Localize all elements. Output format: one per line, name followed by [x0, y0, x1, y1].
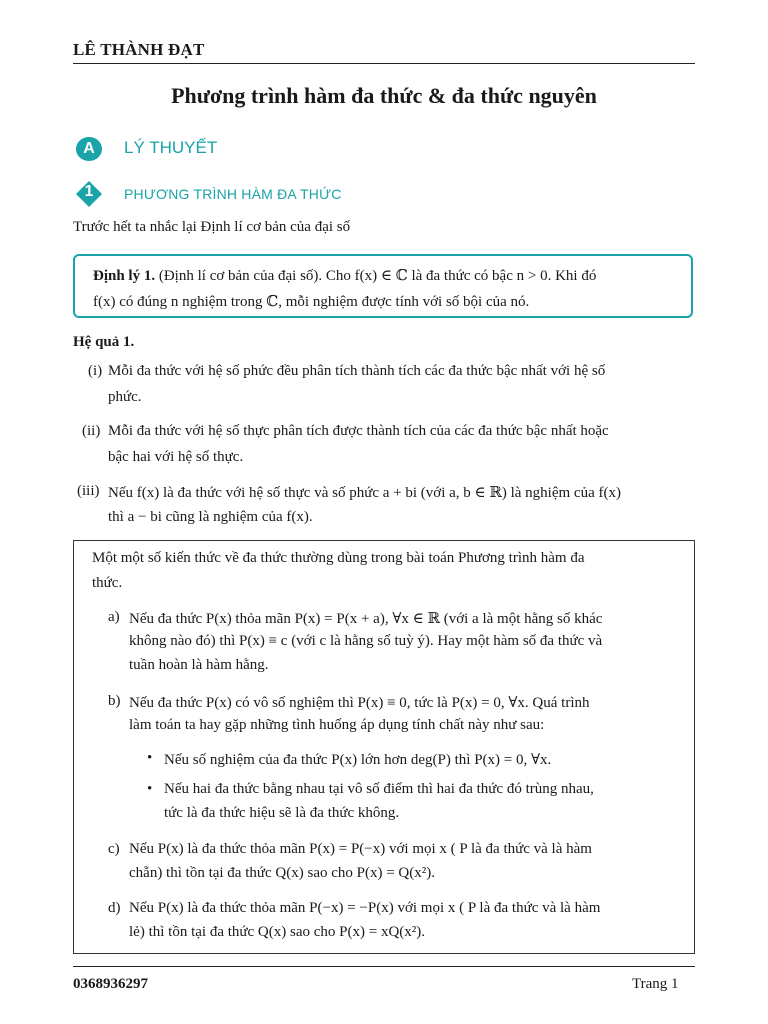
note-b-label: b)	[108, 693, 121, 709]
notes-intro-line: Một một số kiến thức về đa thức thường dùng trong bài toán Phương trình hàm đa	[92, 550, 585, 566]
notes-intro-line: thức.	[92, 575, 123, 591]
note-b-line: Nếu đa thức P(x) có vô số nghiệm thì P(x) ≡ 0, tức là P(x) = 0, ∀x. Quá trình	[129, 695, 590, 711]
note-a-line: tuần hoàn là hàm hằng.	[129, 657, 269, 673]
corollary-label: Hệ quả 1.	[73, 334, 135, 350]
corollary-item-line: bậc hai với hệ số thực.	[108, 449, 244, 465]
footer-divider	[73, 966, 695, 967]
note-a-line: không nào đó) thì P(x) ≡ c (với c là hằng số tuỳ ý). Hay một hàm số đa thức và	[129, 633, 603, 649]
theorem-line-1	[93, 266, 596, 285]
note-b-line: làm toán ta hay gặp những tình huống áp dụng tính chất này như sau:	[129, 717, 545, 733]
footer-phone: 0368936297	[73, 976, 148, 992]
note-a-line: Nếu đa thức P(x) thỏa mãn P(x) = P(x + a), ∀x ∈ ℝ (với a là một hằng số khác	[129, 611, 603, 627]
note-d-line: Nếu P(x) là đa thức thỏa mãn P(−x) = −P(x) với mọi x ( P là đa thức và là hàm	[129, 900, 601, 916]
section-badge: A	[76, 137, 102, 161]
header-divider	[73, 63, 695, 64]
bullet-icon: •	[147, 750, 153, 766]
section-title: LÝ THUYẾT	[124, 138, 218, 157]
note-d-line: lẻ) thì tồn tại đa thức Q(x) sao cho P(x) = xQ(x²).	[129, 924, 426, 940]
bullet-line: Nếu số nghiệm của đa thức P(x) lớn hơn deg(P) thì P(x) = 0, ∀x.	[164, 752, 552, 768]
corollary-item-line: phức.	[108, 389, 142, 405]
corollary-item-line: thì a − bi cũng là nghiệm của f(x).	[108, 509, 313, 525]
corollary-item-num: (i)	[88, 363, 103, 379]
note-c-label: c)	[108, 841, 120, 857]
theorem-line-2: f(x) có đúng n nghiệm trong ℂ, mỗi nghiệm được tính với số bội của nó.	[93, 294, 530, 310]
note-d-label: d)	[108, 900, 121, 916]
intro-text: Trước hết ta nhắc lại Định lí cơ bản của đại số	[73, 219, 351, 235]
note-c-line: Nếu P(x) là đa thức thỏa mãn P(x) = P(−x) với mọi x ( P là đa thức và là hàm	[129, 841, 592, 857]
theorem-label: Định lý 1.	[93, 268, 156, 284]
notes-box	[73, 540, 695, 954]
corollary-item-num: (iii)	[77, 483, 100, 499]
page-title: Phương trình hàm đa thức & đa thức nguyên	[171, 83, 597, 108]
note-c-line: chẵn) thì tồn tại đa thức Q(x) sao cho P(x) = Q(x²).	[129, 865, 436, 881]
page-number: Trang 1	[632, 976, 679, 992]
bullet-line: tức là đa thức hiệu sẽ là đa thức không.	[164, 805, 400, 821]
corollary-item-line: Mỗi đa thức với hệ số phức đều phân tích thành tích các đa thức bậc nhất với hệ số	[108, 363, 606, 379]
corollary-item-num: (ii)	[82, 423, 101, 439]
subsection-badge-number: 1	[84, 183, 94, 200]
subsection-title: PHƯƠNG TRÌNH HÀM ĐA THỨC	[124, 186, 342, 202]
corollary-item-line: Nếu f(x) là đa thức với hệ số thực và số phức a + bi (với a, b ∈ ℝ) là nghiệm của f(x)	[108, 485, 621, 501]
theorem-text-1: (Định lí cơ bản của đại số). Cho f(x) ∈ ℂ là đa thức có bậc n > 0. Khi đó	[158, 268, 597, 284]
corollary-item-line: Mỗi đa thức với hệ số thực phân tích được thành tích của các đa thức bậc nhất hoặc	[108, 423, 609, 439]
bullet-line: Nếu hai đa thức bằng nhau tại vô số điểm thì hai đa thức đó trùng nhau,	[164, 781, 594, 797]
bullet-icon: •	[147, 781, 153, 797]
author-name: LÊ THÀNH ĐẠT	[73, 40, 205, 59]
note-a-label: a)	[108, 609, 120, 625]
